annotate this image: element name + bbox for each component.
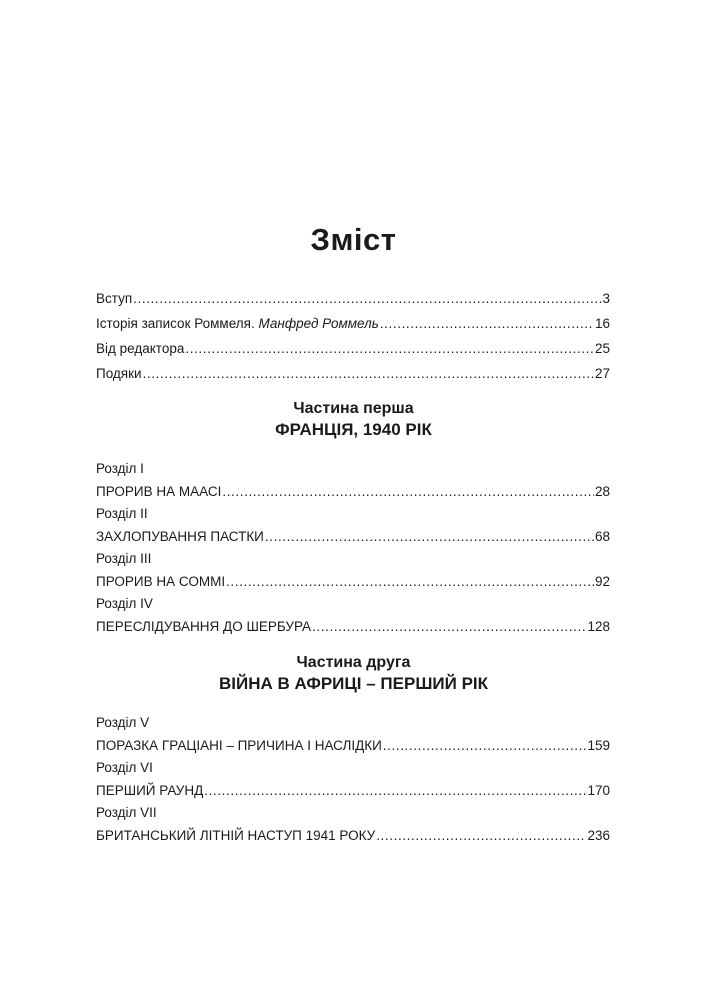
chapter-label: Розділ VI — [96, 760, 153, 775]
toc-entry[interactable] — [96, 333, 610, 358]
dot-leader — [312, 618, 586, 636]
entry-title-text: Історія записок Роммеля. — [96, 316, 255, 331]
chapter-page: 236 — [587, 828, 610, 843]
chapter-entry[interactable] — [96, 459, 610, 501]
dot-leader — [185, 340, 594, 358]
chapter-title: БРИТАНСЬКИЙ ЛІТНІЙ НАСТУП 1941 РОКУ — [96, 828, 376, 843]
part-label: Частина перша — [293, 400, 414, 417]
chapter-title: ПРОРИВ НА СОММІ — [96, 574, 226, 589]
entry-title: Вступ — [96, 291, 133, 306]
chapter-label: Розділ II — [96, 506, 148, 521]
chapter-page: 128 — [587, 619, 610, 634]
dot-leader — [380, 315, 594, 333]
entry-title: Подяки — [96, 366, 142, 381]
entry-author: Манфред Роммель — [258, 316, 379, 331]
chapter-entry[interactable] — [96, 504, 610, 546]
toc-entry[interactable] — [96, 358, 610, 383]
part-heading — [0, 652, 707, 695]
entry-title — [96, 315, 379, 333]
dot-leader — [376, 827, 586, 845]
chapter-title: ПЕРШИЙ РАУНД — [96, 783, 204, 798]
dot-leader — [133, 290, 601, 308]
entry-page: 25 — [594, 341, 610, 356]
toc-entry[interactable] — [96, 308, 610, 333]
part-chapters — [96, 459, 610, 639]
entry-title: Від редактора — [96, 341, 185, 356]
chapter-page: 159 — [587, 738, 610, 753]
chapter-title: ЗАХЛОПУВАННЯ ПАСТКИ — [96, 529, 264, 544]
chapter-title: ПОРАЗКА ГРАЦІАНІ – ПРИЧИНА І НАСЛІДКИ — [96, 738, 382, 753]
chapter-label: Розділ III — [96, 551, 152, 566]
chapter-page: 170 — [587, 783, 610, 798]
part-chapters — [96, 713, 610, 848]
intro-list — [96, 283, 610, 383]
entry-page: 27 — [594, 366, 610, 381]
dot-leader — [226, 573, 594, 591]
chapter-label: Розділ VII — [96, 805, 157, 820]
chapter-entry[interactable] — [96, 549, 610, 591]
chapter-entry[interactable] — [96, 758, 610, 800]
chapter-entry[interactable] — [96, 803, 610, 845]
chapter-label: Розділ V — [96, 715, 150, 730]
chapter-title: ПЕРЕСЛІДУВАННЯ ДО ШЕРБУРА — [96, 619, 312, 634]
part-label: Частина друга — [296, 654, 411, 671]
chapter-label: Розділ I — [96, 461, 144, 476]
chapter-label: Розділ IV — [96, 596, 153, 611]
chapter-page: 68 — [594, 529, 610, 544]
dot-leader — [204, 782, 586, 800]
toc-entry[interactable] — [96, 283, 610, 308]
chapter-entry[interactable] — [96, 713, 610, 755]
dot-leader — [222, 483, 594, 501]
entry-page: 3 — [602, 291, 610, 306]
chapter-page: 28 — [594, 484, 610, 499]
dot-leader — [265, 528, 594, 546]
chapter-title: ПРОРИВ НА МААСІ — [96, 484, 222, 499]
dot-leader — [383, 737, 587, 755]
entry-page: 16 — [594, 316, 610, 331]
dot-leader — [143, 365, 594, 383]
chapter-entry[interactable] — [96, 594, 610, 636]
chapter-page: 92 — [594, 574, 610, 589]
part-title: ВІЙНА В АФРИЦІ – ПЕРШИЙ РІК — [218, 674, 489, 693]
part-heading — [0, 398, 707, 441]
part-title: ФРАНЦІЯ, 1940 РІК — [275, 420, 432, 439]
page-title: Зміст — [310, 222, 397, 257]
